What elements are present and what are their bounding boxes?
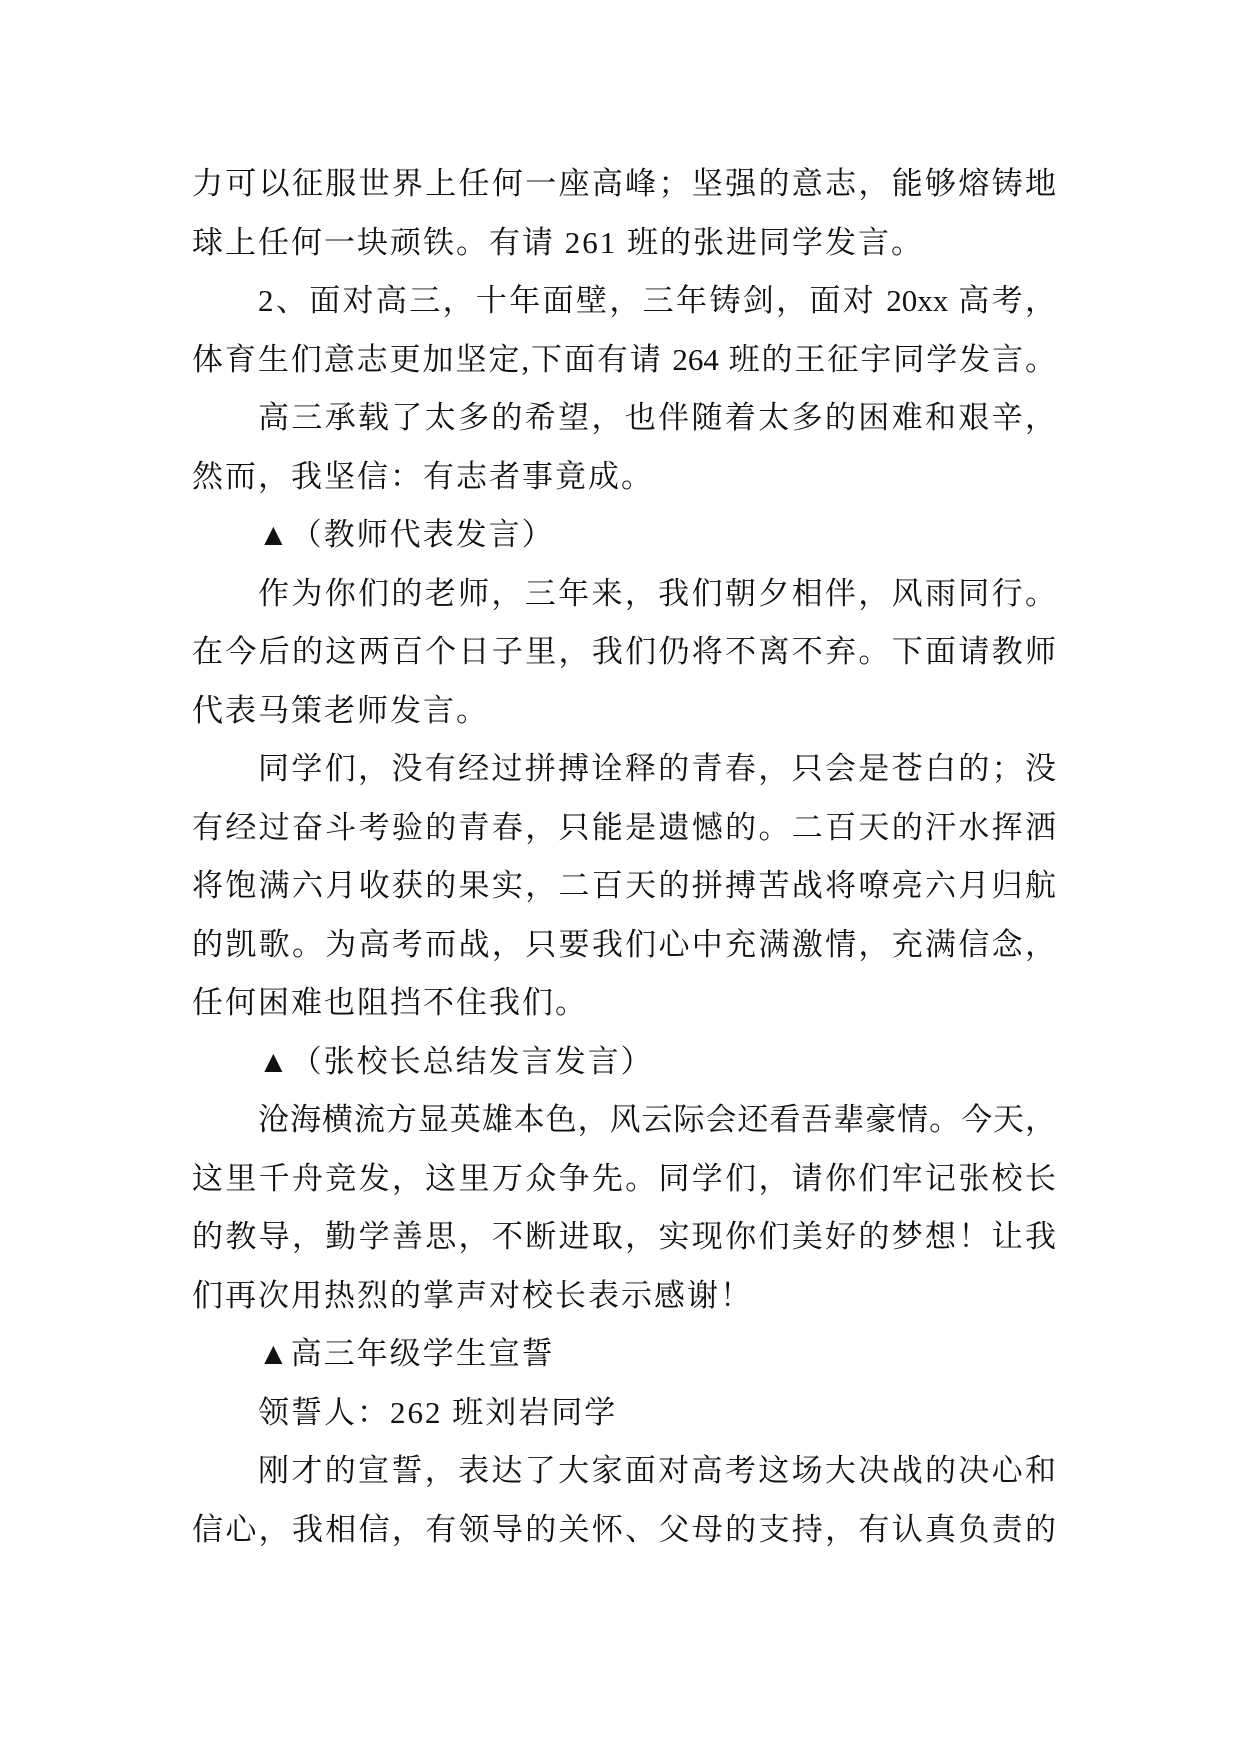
text-line: 将饱满六月收获的果实，二百天的拼搏苦战将嘹亮六月归航	[192, 868, 1056, 903]
text-line: 沧海横流方显英雄本色，风云际会还看吾辈豪情。今天，	[258, 1102, 1056, 1137]
document-page	[192, 155, 1056, 1559]
paragraph	[192, 155, 1056, 272]
text-line: 的教导，勤学善思，不断进取，实现你们美好的梦想！让我	[192, 1219, 1056, 1254]
text-line: 同学们，没有经过拼搏诠释的青春，只会是苍白的；没	[258, 751, 1056, 786]
section-heading-text: ▲高三年级学生宣誓	[258, 1336, 555, 1371]
oath-leader	[192, 1384, 1056, 1443]
text-line: 任何困难也阻挡不住我们。	[192, 985, 588, 1020]
section-heading-text: ▲（张校长总结发言发言）	[258, 1043, 654, 1079]
text-line: 们再次用热烈的掌声对校长表示感谢！	[192, 1277, 753, 1313]
text-line: 高三承载了太多的希望，也伴随着太多的困难和艰辛，	[258, 400, 1056, 435]
text-line: 然而，我坚信：有志者事竟成。	[192, 458, 654, 494]
text-line: 力可以征服世界上任何一座高峰；坚强的意志，能够熔铸地	[192, 166, 1056, 201]
paragraph	[192, 565, 1056, 741]
paragraph	[192, 1091, 1056, 1325]
text-line: 2、面对高三，十年面壁，三年铸剑，面对 20xx 高考，	[258, 283, 1056, 318]
section-heading	[192, 506, 1056, 565]
text-line: 在今后的这两百个日子里，我们仍将不离不弃。下面请教师	[192, 634, 1056, 669]
text-line: 体育生们意志更加坚定,下面有请 264 班的王征宇同学发言。	[192, 341, 1056, 377]
paragraph	[192, 740, 1056, 1033]
text-line: 这里千舟竞发，这里万众争先。同学们，请你们牢记张校长	[192, 1160, 1056, 1196]
section-heading	[192, 1325, 1056, 1384]
paragraph	[192, 272, 1056, 389]
section-heading-text: ▲（教师代表发言）	[258, 517, 555, 552]
text-line: 有经过奋斗考验的青春，只能是遗憾的。二百天的汗水挥洒	[192, 809, 1056, 845]
section-heading	[192, 1033, 1056, 1092]
text-line: 代表马策老师发言。	[192, 692, 489, 728]
text-line: 球上任何一块顽铁。有请 261 班的张进同学发言。	[192, 224, 924, 260]
text-line: 刚才的宣誓，表达了大家面对高考这场大决战的决心和	[258, 1453, 1056, 1488]
paragraph	[192, 1442, 1056, 1559]
oath-leader-text: 领誓人：262 班刘岩同学	[258, 1394, 618, 1430]
paragraph	[192, 389, 1056, 506]
text-line: 的凯歌。为高考而战，只要我们心中充满激情，充满信念，	[192, 926, 1056, 962]
text-line: 作为你们的老师，三年来，我们朝夕相伴，风雨同行。	[258, 575, 1056, 611]
text-line: 信心，我相信，有领导的关怀、父母的支持，有认真负责的	[192, 1511, 1056, 1547]
